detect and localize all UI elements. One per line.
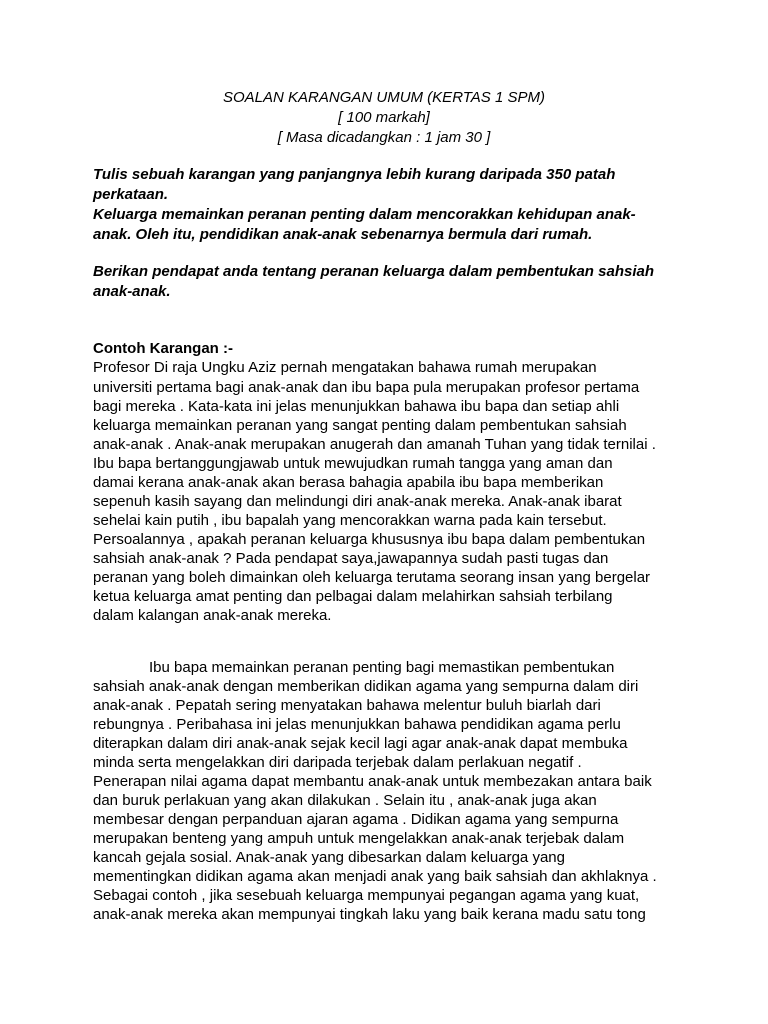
essay-line: rebungnya . Peribahasa ini jelas menunjukkan bahawa pendidikan agama perlu xyxy=(93,716,621,733)
essay-line: peranan yang boleh dimainkan oleh keluarga terutama seorang insan yang bergelar xyxy=(93,569,651,586)
essay-line: Persoalannya , apakah peranan keluarga khususnya ibu bapa dalam pembentukan xyxy=(93,531,646,548)
prompt-line: Berikan pendapat anda tentang peranan keluarga dalam pembentukan sahsiah xyxy=(93,263,654,280)
essay-line: membesar dengan perpanduan ajaran agama . Didikan agama yang sempurna xyxy=(93,811,619,828)
essay-line: keluarga memainkan peranan yang sangat penting dalam pembentukan sahsiah xyxy=(93,417,627,434)
essay-line: minda serta mengelakkan diri daripada terjebak dalam perlakuan negatif . xyxy=(93,754,582,771)
essay-heading: Contoh Karangan :- xyxy=(93,340,233,357)
essay-line: Sebagai contoh , jika sesebuah keluarga mempunyai pegangan agama yang kuat, xyxy=(93,887,640,904)
essay-line: anak-anak . Anak-anak merupakan anugerah dan amanah Tuhan yang tidak ternilai . xyxy=(93,436,656,453)
essay-line: ketua keluarga amat penting dan pelbagai dalam melahirkan sahsiah terbilang xyxy=(93,588,613,605)
essay-line: dalam kalangan anak-anak mereka. xyxy=(93,607,332,624)
prompt-line: anak-anak. xyxy=(93,283,171,300)
marks-label: [ 100 markah] xyxy=(338,109,430,126)
essay-line: anak-anak mereka akan mempunyai tingkah laku yang baik kerana madu satu tong xyxy=(93,906,646,923)
essay-line: mementingkan didikan agama akan menjadi anak yang baik sahsiah dan akhlaknya . xyxy=(93,868,657,885)
essay-line: Penerapan nilai agama dapat membantu anak-anak untuk membezakan antara baik xyxy=(93,773,652,790)
essay-line: sahsiah anak-anak ? Pada pendapat saya,jawapannya sudah pasti tugas dan xyxy=(93,550,609,567)
time-label: [ Masa dicadangkan : 1 jam 30 ] xyxy=(277,129,491,146)
question-line: Tulis sebuah karangan yang panjangnya lebih kurang daripada 350 patah xyxy=(93,166,616,183)
essay-line: anak-anak . Pepatah sering menyatakan bahawa melentur buluh biarlah dari xyxy=(93,697,601,714)
essay-line: Ibu bapa memainkan peranan penting bagi memastikan pembentukan xyxy=(149,659,615,676)
essay-line: diterapkan dalam diri anak-anak sejak kecil lagi agar anak-anak dapat membuka xyxy=(93,735,628,752)
essay-line: sepenuh kasih sayang dan melindungi diri anak-anak mereka. Anak-anak ibarat xyxy=(93,493,622,510)
essay-line: universiti pertama bagi anak-anak dan ibu bapa pula merupakan profesor pertama xyxy=(93,379,640,396)
question-line: anak. Oleh itu, pendidikan anak-anak sebenarnya bermula dari rumah. xyxy=(93,226,593,243)
essay-line: kancah gejala sosial. Anak-anak yang dibesarkan dalam keluarga yang xyxy=(93,849,565,866)
essay-line: Profesor Di raja Ungku Aziz pernah mengatakan bahawa rumah merupakan xyxy=(93,359,597,376)
essay-line: Ibu bapa bertanggungjawab untuk mewujudkan rumah tangga yang aman dan xyxy=(93,455,613,472)
essay-line: sahsiah anak-anak dengan memberikan didikan agama yang sempurna dalam diri xyxy=(93,678,639,695)
essay-line: bagi mereka . Kata-kata ini jelas menunjukkan bahawa ibu bapa dan setiap ahli xyxy=(93,398,620,415)
essay-line: dan buruk perlakuan yang akan dilakukan . Selain itu , anak-anak juga akan xyxy=(93,792,597,809)
essay-line: damai kerana anak-anak akan berasa bahagia apabila ibu bapa memberikan xyxy=(93,474,604,491)
essay-line: merupakan benteng yang ampuh untuk mengelakkan anak-anak terjebak dalam xyxy=(93,830,625,847)
question-line: Keluarga memainkan peranan penting dalam mencorakkan kehidupan anak- xyxy=(93,206,636,223)
question-line: perkataan. xyxy=(93,186,169,203)
exam-title: SOALAN KARANGAN UMUM (KERTAS 1 SPM) xyxy=(222,89,545,106)
essay-line: sehelai kain putih , ibu bapalah yang mencorakkan warna pada kain tersebut. xyxy=(93,512,607,529)
